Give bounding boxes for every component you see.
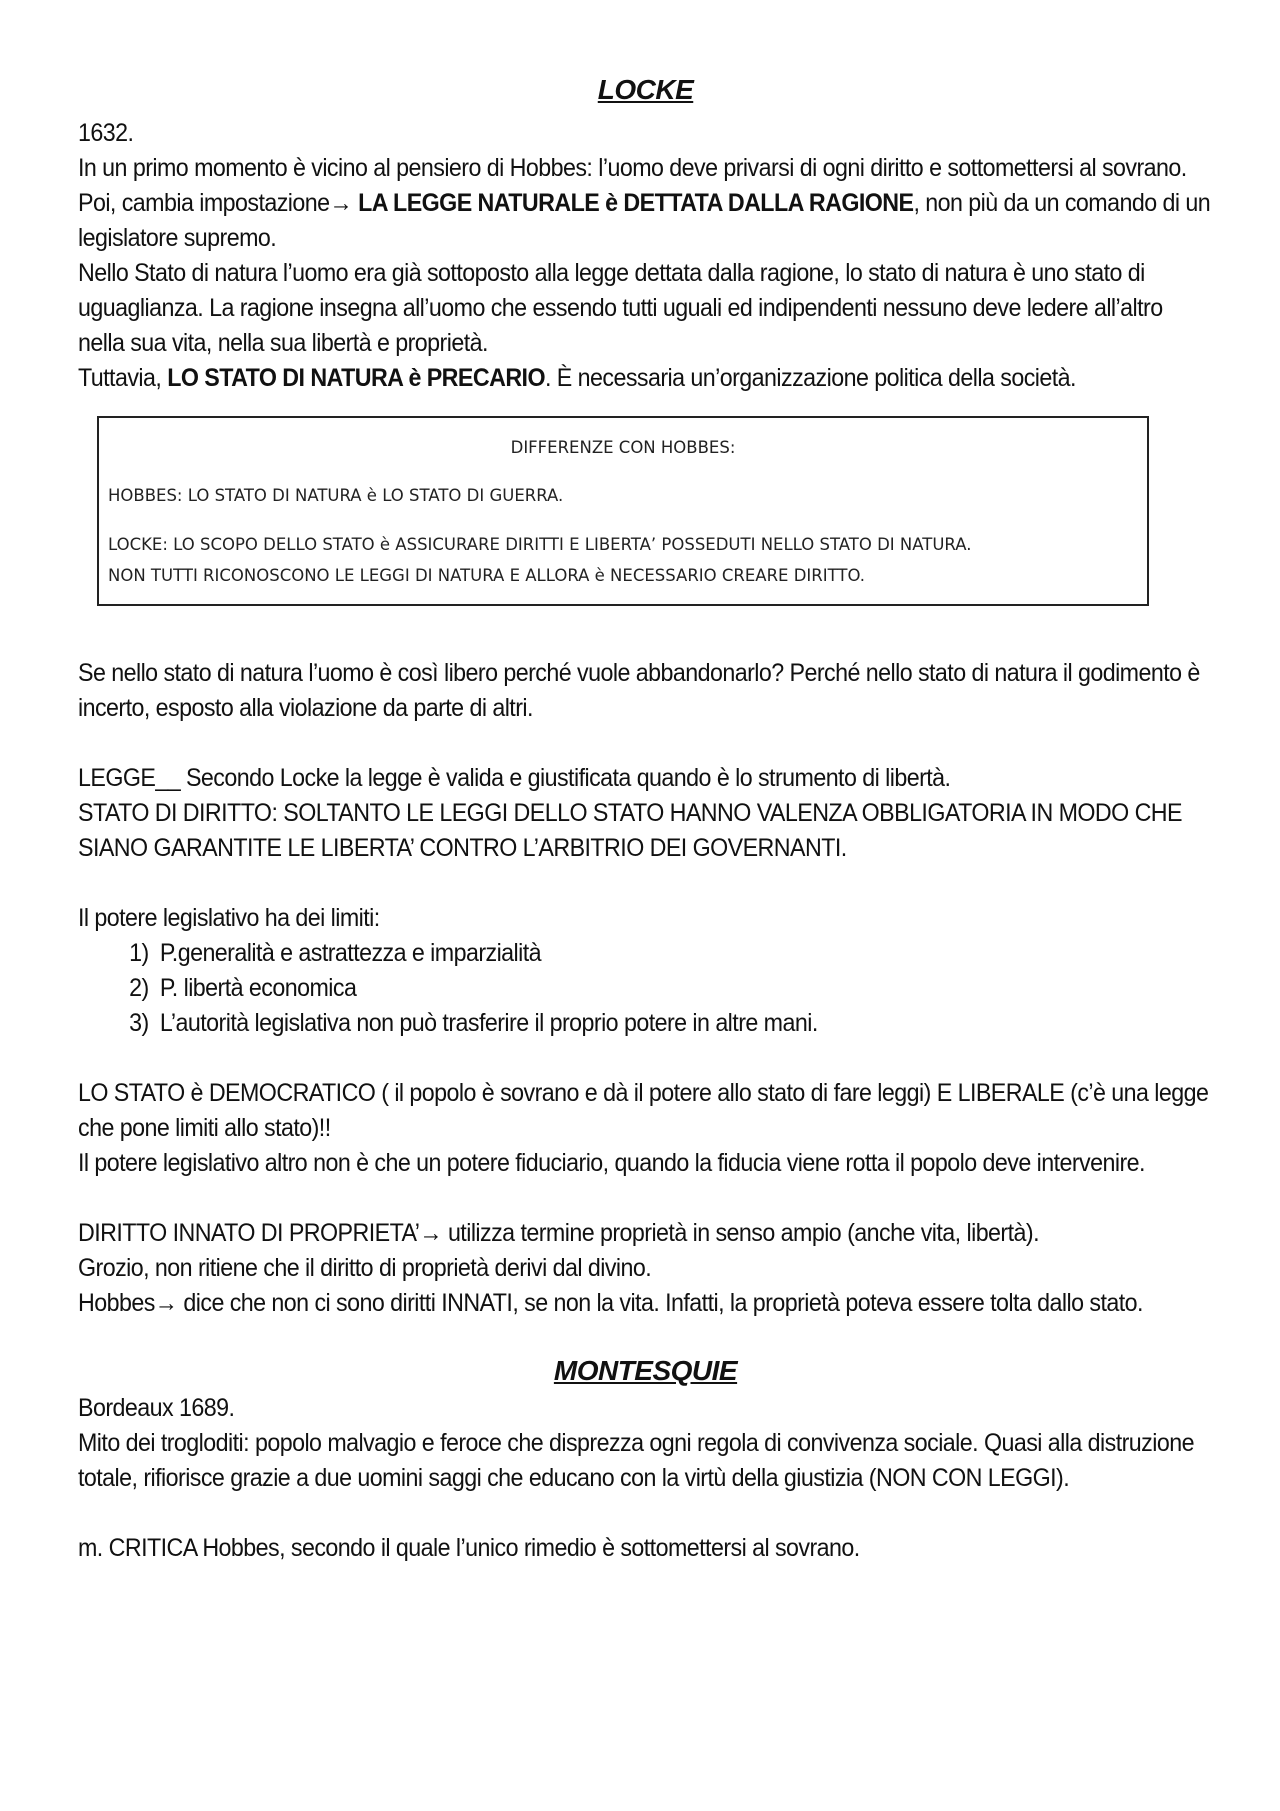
list-text: L’autorità legislativa non può trasferire il proprio potere in altre mani. — [159, 1009, 818, 1037]
list-item — [78, 971, 1213, 1006]
montesquieu-paragraph-1: Mito dei trogloditi: popolo malvagio e feroce che disprezza ogni regola di convivenza sociale. Quasi alla distruzione totale, rifiorisce grazie a due uomini saggi che educano con la virtù della giustizia (NON CON LEGGI). — [78, 1429, 1194, 1492]
locke-paragraph-10: Il potere legislativo altro non è che un potere fiduciario, quando la fiducia viene rotta il popolo deve intervenire. — [78, 1149, 1145, 1177]
p2-text-pre: Poi, cambia impostazione — [78, 189, 330, 217]
box-line-hobbes: HOBBES: LO STATO DI NATURA è LO STATO DI GUERRA. — [108, 486, 564, 505]
locke-paragraph-4 — [78, 361, 1213, 396]
differences-box — [97, 416, 1149, 606]
locke-paragraph-12: Grozio, non ritiene che il diritto di proprietà derivi dal divino. — [78, 1254, 652, 1282]
document-page — [78, 70, 1213, 1566]
locke-title: LOCKE — [597, 74, 694, 105]
p11-text-post: utilizza termine proprietà in senso ampio (anche vita, libertà). — [442, 1219, 1039, 1247]
list-number: 1) — [129, 939, 149, 967]
arrow-icon: → — [419, 1219, 443, 1247]
montesquieu-title: MONTESQUIE — [553, 1355, 738, 1386]
list-text: P.generalità e astrattezza e imparzialità — [159, 939, 542, 967]
box-heading: DIFFERENZE CON HOBBES: — [510, 438, 736, 457]
montesquieu-place: Bordeaux 1689. — [78, 1394, 235, 1422]
p13-text-pre: Hobbes — [78, 1289, 155, 1317]
p2-text-post: , non più da un comando di un legislatore supremo. — [78, 189, 1211, 252]
limits-list — [78, 936, 1213, 1041]
locke-paragraph-8: Il potere legislativo ha dei limiti: — [78, 904, 380, 932]
arrow-icon: → — [329, 189, 353, 217]
p11-text-pre: DIRITTO INNATO DI PROPRIETA’ — [78, 1219, 420, 1247]
locke-paragraph-1: In un primo momento è vicino al pensiero di Hobbes: l’uomo deve privarsi di ogni diritto e sottomettersi al sovrano. — [78, 154, 1187, 182]
list-number: 2) — [129, 974, 149, 1002]
p13-text-post: dice che non ci sono diritti INNATI, se non la vita. Infatti, la proprietà poteva essere tolta dallo stato. — [177, 1289, 1143, 1317]
locke-paragraph-13 — [78, 1286, 1213, 1321]
locke-paragraph-7: STATO DI DIRITTO: SOLTANTO LE LEGGI DELLO STATO HANNO VALENZA OBBLIGATORIA IN MODO CHE SIANO GARANTITE LE LIBERTA’ CONTRO L’ARBITRIO DEI GOVERNANTI. — [78, 799, 1182, 862]
list-item — [78, 936, 1213, 971]
arrow-icon: → — [154, 1289, 178, 1317]
list-text: P. libertà economica — [159, 974, 357, 1002]
p2-bold: LA LEGGE NATURALE è DETTATA DALLA RAGIONE — [352, 189, 914, 217]
locke-paragraph-11 — [78, 1216, 1213, 1251]
box-line-locke: LOCKE: LO SCOPO DELLO STATO è ASSICURARE DIRITTI E LIBERTA’ POSSEDUTI NELLO STATO DI NATURA. — [108, 535, 972, 554]
p4-text-post: . È necessaria un’organizzazione politica della società. — [544, 364, 1076, 392]
p4-bold: LO STATO DI NATURA è PRECARIO — [167, 364, 545, 392]
list-number: 3) — [129, 1009, 149, 1037]
locke-paragraph-6: LEGGE__ Secondo Locke la legge è valida e giustificata quando è lo strumento di libertà. — [78, 764, 951, 792]
list-item — [78, 1006, 1213, 1041]
locke-paragraph-9: LO STATO è DEMOCRATICO ( il popolo è sovrano e dà il potere allo stato di fare leggi) E LIBERALE (c’è una legge che pone limiti allo stato)!! — [78, 1079, 1209, 1142]
locke-year: 1632. — [78, 119, 134, 147]
p4-text-pre: Tuttavia, — [78, 364, 168, 392]
montesquieu-paragraph-2: m. CRITICA Hobbes, secondo il quale l’unico rimedio è sottomettersi al sovrano. — [78, 1534, 860, 1562]
locke-paragraph-3: Nello Stato di natura l’uomo era già sottoposto alla legge dettata dalla ragione, lo stato di natura è uno stato di uguaglianza. La ragione insegna all’uomo che essendo tutti uguali ed indipendenti nessuno deve ledere all’altro nella sua vita, nella sua libertà e proprietà. — [78, 259, 1163, 357]
locke-paragraph-2 — [78, 186, 1213, 256]
locke-paragraph-5: Se nello stato di natura l’uomo è così libero perché vuole abbandonarlo? Perché nello stato di natura il godimento è incerto, esposto alla violazione da parte di altri. — [78, 659, 1200, 722]
box-line-laws: NON TUTTI RICONOSCONO LE LEGGI DI NATURA E ALLORA è NECESSARIO CREARE DIRITTO. — [108, 566, 866, 585]
